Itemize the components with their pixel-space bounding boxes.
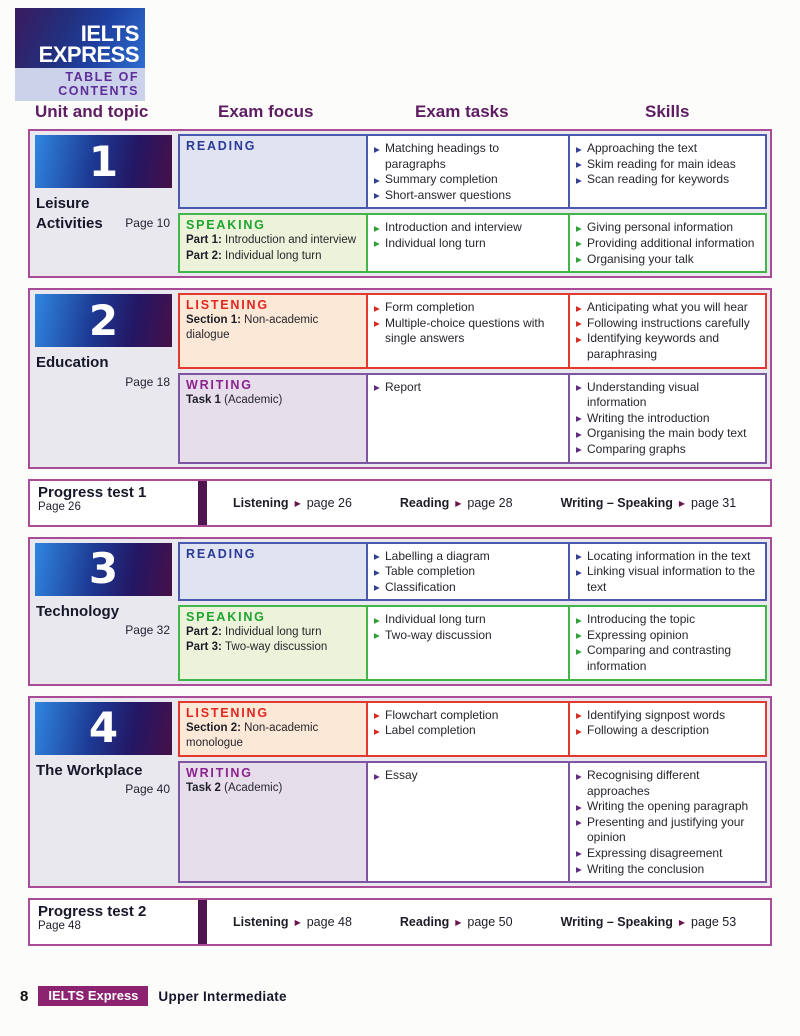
progress-test-entry [400, 496, 513, 510]
bullet-text: Comparing and contrasting information [587, 643, 732, 674]
bullet-item [576, 220, 759, 236]
bullet-arrow-icon: ▶ [576, 319, 582, 329]
exam-tasks-cell [368, 763, 570, 881]
bullet-arrow-icon: ▶ [374, 383, 380, 393]
bullet-arrow-icon: ▶ [576, 802, 582, 812]
bullet-item [374, 172, 562, 188]
unit-left-column [33, 542, 178, 681]
unit-topic-line: The Workplace [36, 761, 143, 779]
bullet-arrow-icon: ▶ [374, 631, 380, 641]
bullet-arrow-icon: ▶ [455, 498, 462, 508]
bullet-text: Label completion [385, 723, 476, 738]
bullet-arrow-icon: ▶ [455, 918, 462, 928]
exam-focus-title: SPEAKING [186, 218, 266, 233]
bullet-item [576, 380, 759, 411]
bullet-arrow-icon: ▶ [576, 334, 582, 344]
unit-block [28, 129, 772, 278]
exam-focus-line: Part 3: Two-way discussion [186, 641, 328, 654]
brand-logo-gradient [15, 8, 145, 68]
bullet-text: Individual long turn [385, 612, 486, 627]
bullet-text: Two-way discussion [385, 627, 492, 642]
exam-focus-details [186, 233, 360, 263]
progress-test-block [28, 479, 772, 527]
exam-focus-line: Section 2: Non-academic monologue [186, 721, 319, 749]
bullet-arrow-icon: ▶ [576, 646, 582, 656]
bullet-arrow-icon: ▶ [576, 303, 582, 313]
bullet-arrow-icon: ▶ [374, 175, 380, 185]
bullet-arrow-icon: ▶ [576, 223, 582, 233]
bullet-arrow-icon: ▶ [374, 567, 380, 577]
progress-test-entry [233, 496, 352, 510]
bullet-text: Expressing disagreement [587, 845, 723, 860]
bullet-text: Matching headings to paragraphs [385, 141, 500, 171]
exam-focus-details [186, 721, 360, 751]
bullet-item [576, 252, 759, 268]
exam-row-reading [178, 134, 767, 209]
bullet-text: Short-answer questions [385, 187, 512, 202]
bullet-text: Summary completion [385, 172, 498, 187]
exam-focus-cell [180, 703, 368, 755]
exam-focus-line: Part 2: Individual long turn [186, 249, 322, 262]
bullet-text: Essay [385, 768, 418, 782]
bullet-item [576, 708, 759, 724]
exam-row-speaking [178, 605, 767, 680]
progress-test-entry [561, 915, 737, 929]
unit-number: 1 [88, 136, 119, 186]
bullet-text: Introducing the topic [587, 612, 696, 627]
bullet-arrow-icon: ▶ [576, 144, 582, 154]
bullet-text: Skim reading for main ideas [587, 156, 736, 171]
exam-focus-cell [180, 375, 368, 462]
unit-topic [35, 602, 172, 622]
bullet-item [374, 300, 562, 316]
bullet-item [374, 768, 562, 784]
skills-cell [570, 375, 765, 462]
bullet-arrow-icon: ▶ [374, 144, 380, 154]
column-header-skills: Skills [645, 102, 690, 121]
bullet-item [576, 141, 759, 157]
page-footer [20, 986, 287, 1006]
progress-test-entries [207, 900, 770, 944]
skills-cell [570, 295, 765, 366]
progress-test-entry [561, 496, 737, 510]
bullet-item [576, 316, 759, 332]
bullet-item [576, 331, 759, 362]
toc-label-line1: TABLE OF [65, 70, 139, 84]
bullet-arrow-icon: ▶ [576, 865, 582, 875]
skills-cell [570, 215, 765, 271]
exam-focus-title: WRITING [186, 766, 253, 780]
bullet-item [374, 220, 562, 236]
bullet-text: Understanding visual information [587, 379, 700, 410]
unit-rows [178, 701, 767, 884]
unit-block [28, 537, 772, 686]
bullet-arrow-icon: ▶ [374, 303, 380, 313]
bullet-item [374, 580, 562, 596]
bullet-item [374, 564, 562, 580]
bullet-arrow-icon: ▶ [576, 383, 582, 393]
bullet-item [576, 643, 759, 674]
bullet-item [576, 426, 759, 442]
unit-number: 3 [88, 544, 119, 593]
unit-number-box [35, 135, 172, 188]
progress-entry-label: Writing – Speaking [560, 915, 673, 930]
exam-focus-line: Part 2: Individual long turn [186, 626, 322, 639]
exam-row-listening [178, 701, 767, 757]
exam-focus-cell [180, 215, 368, 271]
bullet-item [576, 628, 759, 644]
exam-tasks-cell [368, 544, 570, 600]
bullet-item [576, 157, 759, 173]
bullet-item [374, 723, 562, 739]
unit-block [28, 288, 772, 468]
bullet-text: Writing the opening paragraph [587, 799, 749, 814]
bullet-item [576, 442, 759, 458]
footer-level-label: Upper Intermediate [158, 988, 287, 1004]
bullet-arrow-icon: ▶ [576, 631, 582, 641]
bullet-text: Identifying signpost words [587, 707, 726, 722]
bullet-text: Comparing graphs [587, 441, 686, 456]
bullet-arrow-icon: ▶ [576, 615, 582, 625]
exam-row-writing [178, 373, 767, 464]
bullet-text: Classification [385, 579, 456, 594]
exam-focus-line: Part 1: Introduction and interview [186, 234, 357, 247]
unit-number: 4 [88, 703, 119, 753]
bullet-arrow-icon: ▶ [576, 255, 582, 265]
progress-test-title: Progress test 2 [38, 903, 147, 921]
bullet-item [374, 612, 562, 628]
progress-test-page: Page 26 [38, 500, 81, 513]
bullet-text: Labelling a diagram [385, 548, 490, 563]
bullet-item [576, 815, 759, 846]
brand-logo [15, 8, 145, 101]
bullet-text: Giving personal information [587, 220, 734, 235]
progress-test-entries [207, 481, 770, 525]
bullet-text: Introduction and interview [385, 220, 522, 235]
bullet-arrow-icon: ▶ [374, 319, 380, 329]
exam-focus-line: Task 2 (Academic) [186, 782, 283, 794]
bullet-arrow-icon: ▶ [576, 160, 582, 170]
bullet-text: Expressing opinion [587, 627, 689, 642]
exam-focus-details [186, 625, 360, 655]
bullet-arrow-icon: ▶ [374, 552, 380, 561]
bullet-item [576, 236, 759, 252]
exam-focus-title: WRITING [186, 377, 253, 392]
bullet-arrow-icon: ▶ [374, 239, 380, 249]
bullet-arrow-icon: ▶ [576, 711, 582, 721]
bullet-text: Providing additional information [587, 235, 755, 250]
unit-topic-line: Activities [36, 214, 103, 232]
column-header-exam-tasks: Exam tasks [415, 102, 509, 121]
bullet-text: Linking visual information to the text [587, 564, 756, 594]
bullet-text: Individual long turn [385, 235, 486, 250]
exam-row-listening [178, 293, 767, 368]
progress-entry-label: Writing – Speaking [560, 495, 673, 510]
progress-entry-page: page 31 [691, 495, 737, 510]
bullet-item [374, 708, 562, 724]
skills-cell [570, 703, 765, 755]
bullet-arrow-icon: ▶ [294, 498, 301, 508]
bullet-arrow-icon: ▶ [576, 445, 582, 455]
exam-tasks-cell [368, 375, 570, 462]
progress-test-block [28, 898, 772, 946]
bullet-item [576, 549, 759, 565]
bullet-text: Locating information in the text [587, 548, 751, 563]
unit-number-box [35, 543, 172, 596]
unit-left-column [33, 134, 178, 273]
skills-cell [570, 136, 765, 207]
contents-table [28, 129, 772, 956]
bullet-arrow-icon: ▶ [576, 429, 582, 439]
exam-tasks-cell [368, 607, 570, 678]
progress-entry-page: page 53 [691, 915, 737, 930]
progress-test-title: Progress test 1 [38, 483, 147, 501]
bullet-text: Flowchart completion [385, 707, 499, 722]
exam-row-speaking [178, 213, 767, 273]
progress-test-divider [198, 481, 207, 525]
progress-entry-label: Listening [233, 495, 289, 510]
unit-left-column [33, 293, 178, 463]
bullet-text: Presenting and justifying your opinion [587, 814, 745, 845]
bullet-item [576, 799, 759, 815]
column-headers [0, 102, 800, 126]
progress-entry-label: Listening [233, 915, 289, 930]
bullet-text: Following a description [587, 723, 710, 738]
bullet-arrow-icon: ▶ [374, 726, 380, 736]
unit-page-label: Page 10 [125, 216, 170, 230]
bullet-item [576, 411, 759, 427]
bullet-item [576, 172, 759, 188]
bullet-arrow-icon: ▶ [678, 918, 686, 928]
bullet-arrow-icon: ▶ [678, 498, 686, 508]
bullet-item [576, 564, 759, 595]
bullet-item [576, 300, 759, 316]
bullet-text: Organising the main body text [587, 426, 747, 441]
skills-cell [570, 763, 765, 881]
unit-block [28, 696, 772, 889]
bullet-text: Writing the conclusion [587, 861, 705, 876]
toc-label-line2: CONTENTS [58, 84, 139, 99]
bullet-arrow-icon: ▶ [576, 849, 582, 859]
progress-entry-page: page 48 [306, 915, 352, 930]
exam-focus-line: Task 1 (Academic) [186, 393, 283, 406]
bullet-item [374, 628, 562, 644]
bullet-text: Multiple-choice questions with single answers [385, 315, 545, 346]
unit-number-box [35, 294, 172, 347]
unit-number: 2 [88, 295, 119, 345]
exam-focus-cell [180, 607, 368, 678]
bullet-arrow-icon: ▶ [374, 191, 380, 201]
footer-page-number: 8 [20, 987, 29, 1005]
exam-focus-title: LISTENING [186, 298, 269, 313]
bullet-arrow-icon: ▶ [576, 175, 582, 185]
bullet-text: Recognising different approaches [587, 768, 700, 798]
exam-row-reading [178, 542, 767, 602]
bullet-text: Scan reading for keywords [587, 172, 730, 187]
bullet-item [374, 316, 562, 347]
exam-focus-details [186, 393, 360, 408]
exam-focus-title: LISTENING [186, 705, 269, 720]
bullet-text: Following instructions carefully [587, 315, 750, 330]
exam-row-writing [178, 761, 767, 883]
bullet-text: Table completion [385, 564, 476, 579]
unit-rows [178, 134, 767, 273]
progress-test-title-cell [30, 900, 198, 944]
unit-topic [35, 761, 172, 781]
bullet-arrow-icon: ▶ [576, 771, 582, 781]
exam-focus-line: Section 1: Non-academic dialogue [186, 314, 319, 342]
unit-topic-line: Education [36, 354, 109, 372]
exam-focus-details [186, 781, 360, 796]
bullet-item [576, 723, 759, 739]
progress-entry-page: page 26 [306, 495, 352, 510]
exam-focus-title: READING [186, 139, 257, 153]
bullet-text: Approaching the text [587, 141, 698, 155]
bullet-item [576, 768, 759, 799]
unit-page-label: Page 32 [125, 623, 170, 637]
bullet-arrow-icon: ▶ [374, 583, 380, 593]
bullet-arrow-icon: ▶ [576, 414, 582, 424]
exam-tasks-cell [368, 295, 570, 366]
unit-topic-line: Technology [36, 602, 120, 620]
bullet-arrow-icon: ▶ [374, 771, 380, 781]
bullet-item [374, 380, 562, 396]
bullet-item [576, 612, 759, 628]
footer-brand-badge: IELTS Express [38, 986, 148, 1006]
bullet-arrow-icon: ▶ [576, 552, 582, 561]
bullet-text: Report [385, 379, 422, 394]
skills-cell [570, 544, 765, 600]
bullet-arrow-icon: ▶ [576, 567, 582, 577]
bullet-text: Anticipating what you will hear [587, 300, 748, 315]
bullet-item [374, 549, 562, 565]
exam-focus-details [186, 313, 360, 343]
progress-test-divider [198, 900, 207, 944]
bullet-arrow-icon: ▶ [576, 726, 582, 736]
exam-focus-cell [180, 295, 368, 366]
bullet-arrow-icon: ▶ [374, 615, 380, 625]
exam-focus-cell [180, 544, 368, 600]
progress-entry-label: Reading [399, 495, 450, 510]
column-header-exam-focus: Exam focus [218, 102, 314, 121]
bullet-item [576, 846, 759, 862]
bullet-arrow-icon: ▶ [576, 818, 582, 828]
progress-test-entry [233, 915, 352, 929]
progress-test-page: Page 48 [38, 920, 81, 933]
bullet-text: Organising your talk [587, 251, 694, 266]
bullet-arrow-icon: ▶ [576, 239, 582, 249]
bullet-item [374, 188, 562, 204]
bullet-text: Form completion [385, 300, 475, 315]
bullet-arrow-icon: ▶ [374, 711, 380, 721]
unit-page-label: Page 40 [125, 782, 170, 797]
exam-focus-cell [180, 136, 368, 207]
exam-tasks-cell [368, 136, 570, 207]
progress-test-title-cell [30, 481, 198, 525]
progress-entry-page: page 28 [467, 495, 513, 510]
skills-cell [570, 607, 765, 678]
progress-entry-label: Reading [399, 915, 450, 930]
bullet-item [374, 236, 562, 252]
unit-rows [178, 542, 767, 681]
bullet-text: Identifying keywords and paraphrasing [587, 331, 720, 361]
unit-topic-line: Leisure [36, 195, 90, 212]
unit-left-column [33, 701, 178, 884]
column-header-unit-and-topic: Unit and topic [35, 102, 149, 121]
brand-logo-line1: IELTS [80, 21, 139, 47]
exam-focus-title: READING [186, 546, 257, 561]
unit-number-box [35, 702, 172, 755]
unit-page-label: Page 18 [125, 374, 170, 389]
progress-entry-page: page 50 [467, 915, 513, 930]
unit-topic [35, 353, 172, 373]
unit-rows [178, 293, 767, 463]
exam-focus-title: SPEAKING [186, 610, 266, 625]
exam-tasks-cell [368, 703, 570, 755]
table-of-contents-label [15, 68, 145, 101]
exam-tasks-cell [368, 215, 570, 271]
bullet-arrow-icon: ▶ [294, 918, 301, 928]
brand-logo-line2: EXPRESS [38, 42, 139, 68]
bullet-item [576, 862, 759, 878]
bullet-arrow-icon: ▶ [374, 223, 380, 233]
bullet-item [374, 141, 562, 172]
exam-focus-cell [180, 763, 368, 881]
progress-test-entry [400, 915, 513, 929]
bullet-text: Writing the introduction [587, 410, 710, 425]
